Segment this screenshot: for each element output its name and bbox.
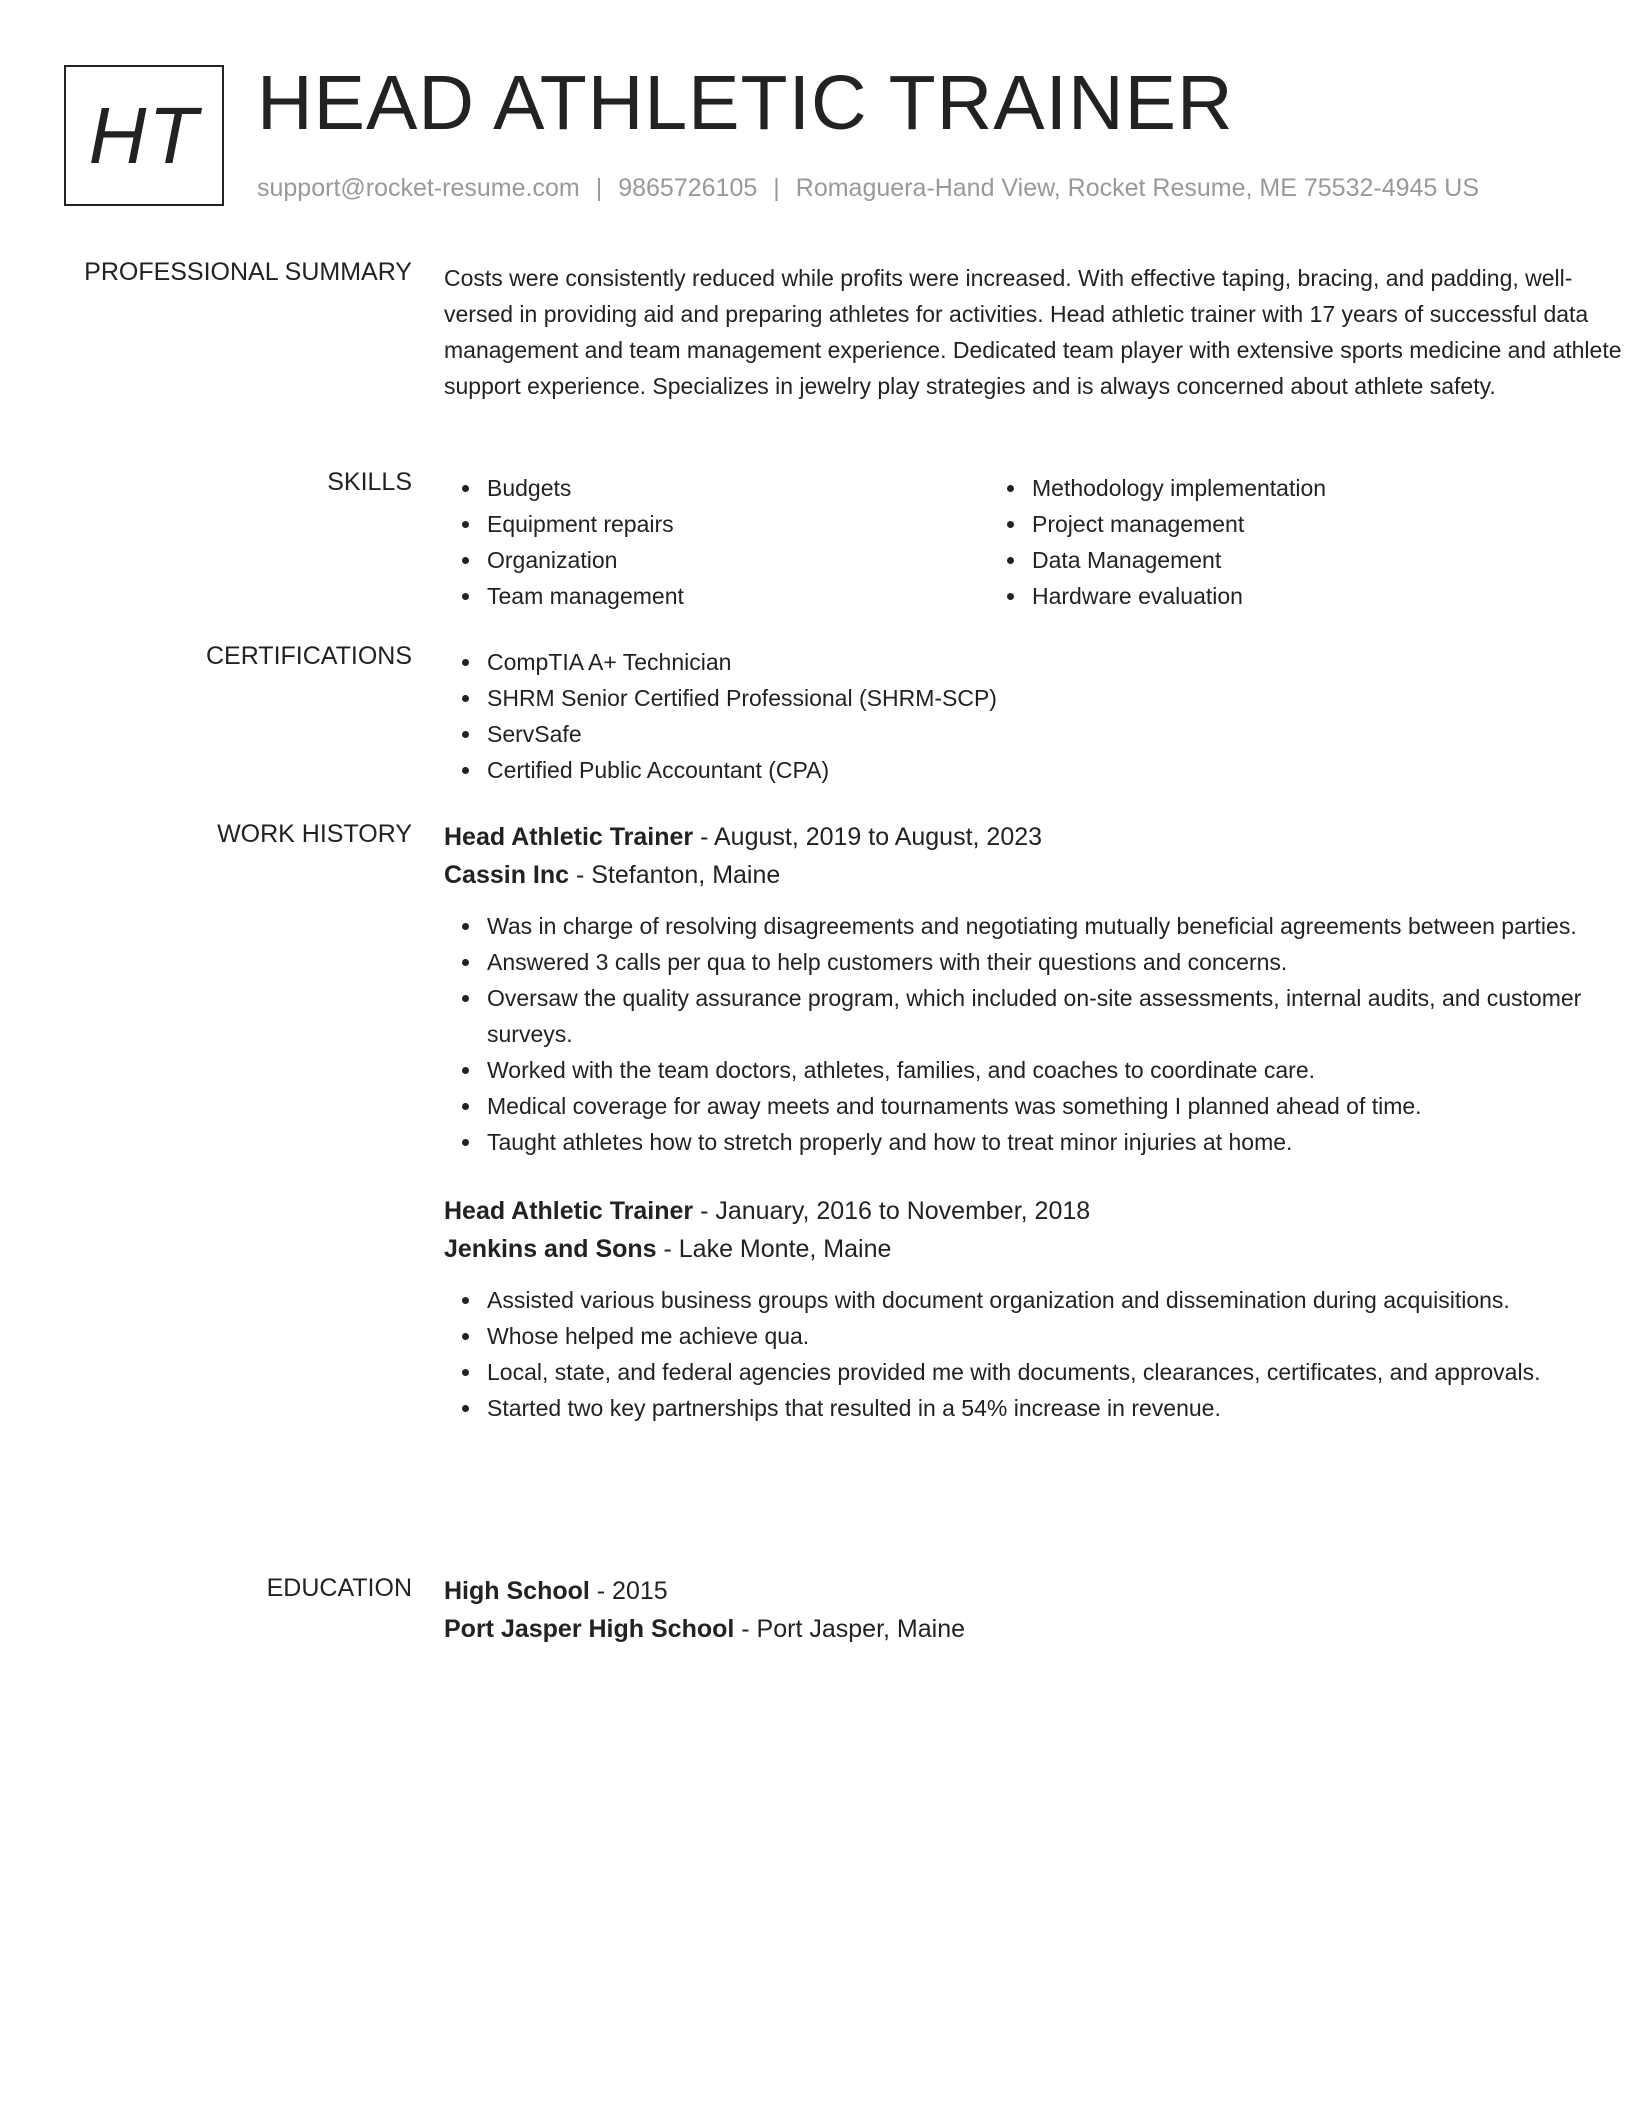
contact-line xyxy=(257,174,1479,203)
certification-item: CompTIA A+ Technician xyxy=(444,644,1624,680)
job-title-line xyxy=(444,1192,1624,1230)
education-degree: High School xyxy=(444,1577,590,1605)
job-company-line xyxy=(444,1230,1624,1268)
job-duty: Taught athletes how to stretch properly and how to treat minor injuries at home. xyxy=(444,1124,1624,1160)
job-duty: Oversaw the quality assurance program, which included on-site assessments, internal audits, and customer surveys. xyxy=(444,980,1624,1052)
summary-text: Costs were consistently reduced while profits were increased. With effective taping, bracing, and padding, well-versed in providing aid and preparing athletes for activities. Head athletic trainer with 17 years of successful data management and team management experience. Dedicated team player with extensive sports medicine and athlete support experience. Specializes in jewelry play strategies and is always concerned about athlete safety. xyxy=(444,265,1622,399)
job-company: Cassin Inc xyxy=(444,861,570,889)
job-dates: - August, 2019 to August, 2023 xyxy=(693,823,1043,851)
skills-list-right xyxy=(989,470,1534,614)
job-company: Jenkins and Sons xyxy=(444,1235,657,1263)
job-duty: Started two key partnerships that resulted in a 54% increase in revenue. xyxy=(444,1390,1624,1426)
job-title-line xyxy=(444,818,1624,856)
certifications-list xyxy=(444,644,1624,788)
certification-item: ServSafe xyxy=(444,716,1624,752)
contact-email[interactable]: support@rocket-resume.com xyxy=(257,174,580,202)
summary-heading: PROFESSIONAL SUMMARY xyxy=(84,258,412,286)
certification-item: Certified Public Accountant (CPA) xyxy=(444,752,1624,788)
skill-item: Budgets xyxy=(444,470,989,506)
job-entry xyxy=(444,818,1624,1160)
job-duty: Medical coverage for away meets and tournaments was something I planned ahead of time. xyxy=(444,1088,1624,1124)
job-company-line xyxy=(444,856,1624,894)
job-dates: - January, 2016 to November, 2018 xyxy=(693,1197,1091,1225)
job-entry xyxy=(444,1192,1624,1426)
skills-grid xyxy=(444,470,1624,614)
skill-item: Data Management xyxy=(989,542,1534,578)
job-duty: Whose helped me achieve qua. xyxy=(444,1318,1624,1354)
job-duty: Was in charge of resolving disagreements and negotiating mutually beneficial agreements between parties. xyxy=(444,908,1624,944)
contact-separator: | xyxy=(595,174,603,202)
skills-heading: SKILLS xyxy=(327,468,412,496)
contact-address: Romaguera-Hand View, Rocket Resume, ME 75532-4945 US xyxy=(795,174,1479,202)
job-duty: Worked with the team doctors, athletes, families, and coaches to coordinate care. xyxy=(444,1052,1624,1088)
job-duties-list xyxy=(444,1282,1624,1426)
work-history-heading: WORK HISTORY xyxy=(217,820,412,848)
job-location: - Stefanton, Maine xyxy=(569,861,781,889)
job-role: Head Athletic Trainer xyxy=(444,823,694,851)
education-year: - 2015 xyxy=(589,1577,668,1605)
contact-phone[interactable]: 9865726105 xyxy=(618,174,758,202)
skill-item: Equipment repairs xyxy=(444,506,989,542)
job-duty: Assisted various business groups with document organization and dissemination during acquisitions. xyxy=(444,1282,1624,1318)
education-degree-line xyxy=(444,1572,1624,1610)
job-role: Head Athletic Trainer xyxy=(444,1197,694,1225)
skill-item: Team management xyxy=(444,578,989,614)
job-location: - Lake Monte, Maine xyxy=(656,1235,892,1263)
job-duty: Local, state, and federal agencies provided me with documents, clearances, certificates, and approvals. xyxy=(444,1354,1624,1390)
skill-item: Organization xyxy=(444,542,989,578)
skill-item: Hardware evaluation xyxy=(989,578,1534,614)
education-location: - Port Jasper, Maine xyxy=(734,1615,965,1643)
job-duty: Answered 3 calls per qua to help customers with their questions and concerns. xyxy=(444,944,1624,980)
education-school: Port Jasper High School xyxy=(444,1615,735,1643)
skills-list-left xyxy=(444,470,989,614)
education-school-line xyxy=(444,1610,1624,1648)
skill-item: Project management xyxy=(989,506,1534,542)
contact-separator: | xyxy=(773,174,780,202)
certification-item: SHRM Senior Certified Professional (SHRM-SCP) xyxy=(444,680,1624,716)
education-heading: EDUCATION xyxy=(266,1574,412,1602)
resume-header xyxy=(64,60,1568,210)
monogram-logo: HT xyxy=(64,65,224,206)
certifications-heading: CERTIFICATIONS xyxy=(205,642,412,670)
job-duties-list xyxy=(444,908,1624,1160)
skill-item: Methodology implementation xyxy=(989,470,1534,506)
page-title: HEAD ATHLETIC TRAINER xyxy=(257,60,1234,146)
